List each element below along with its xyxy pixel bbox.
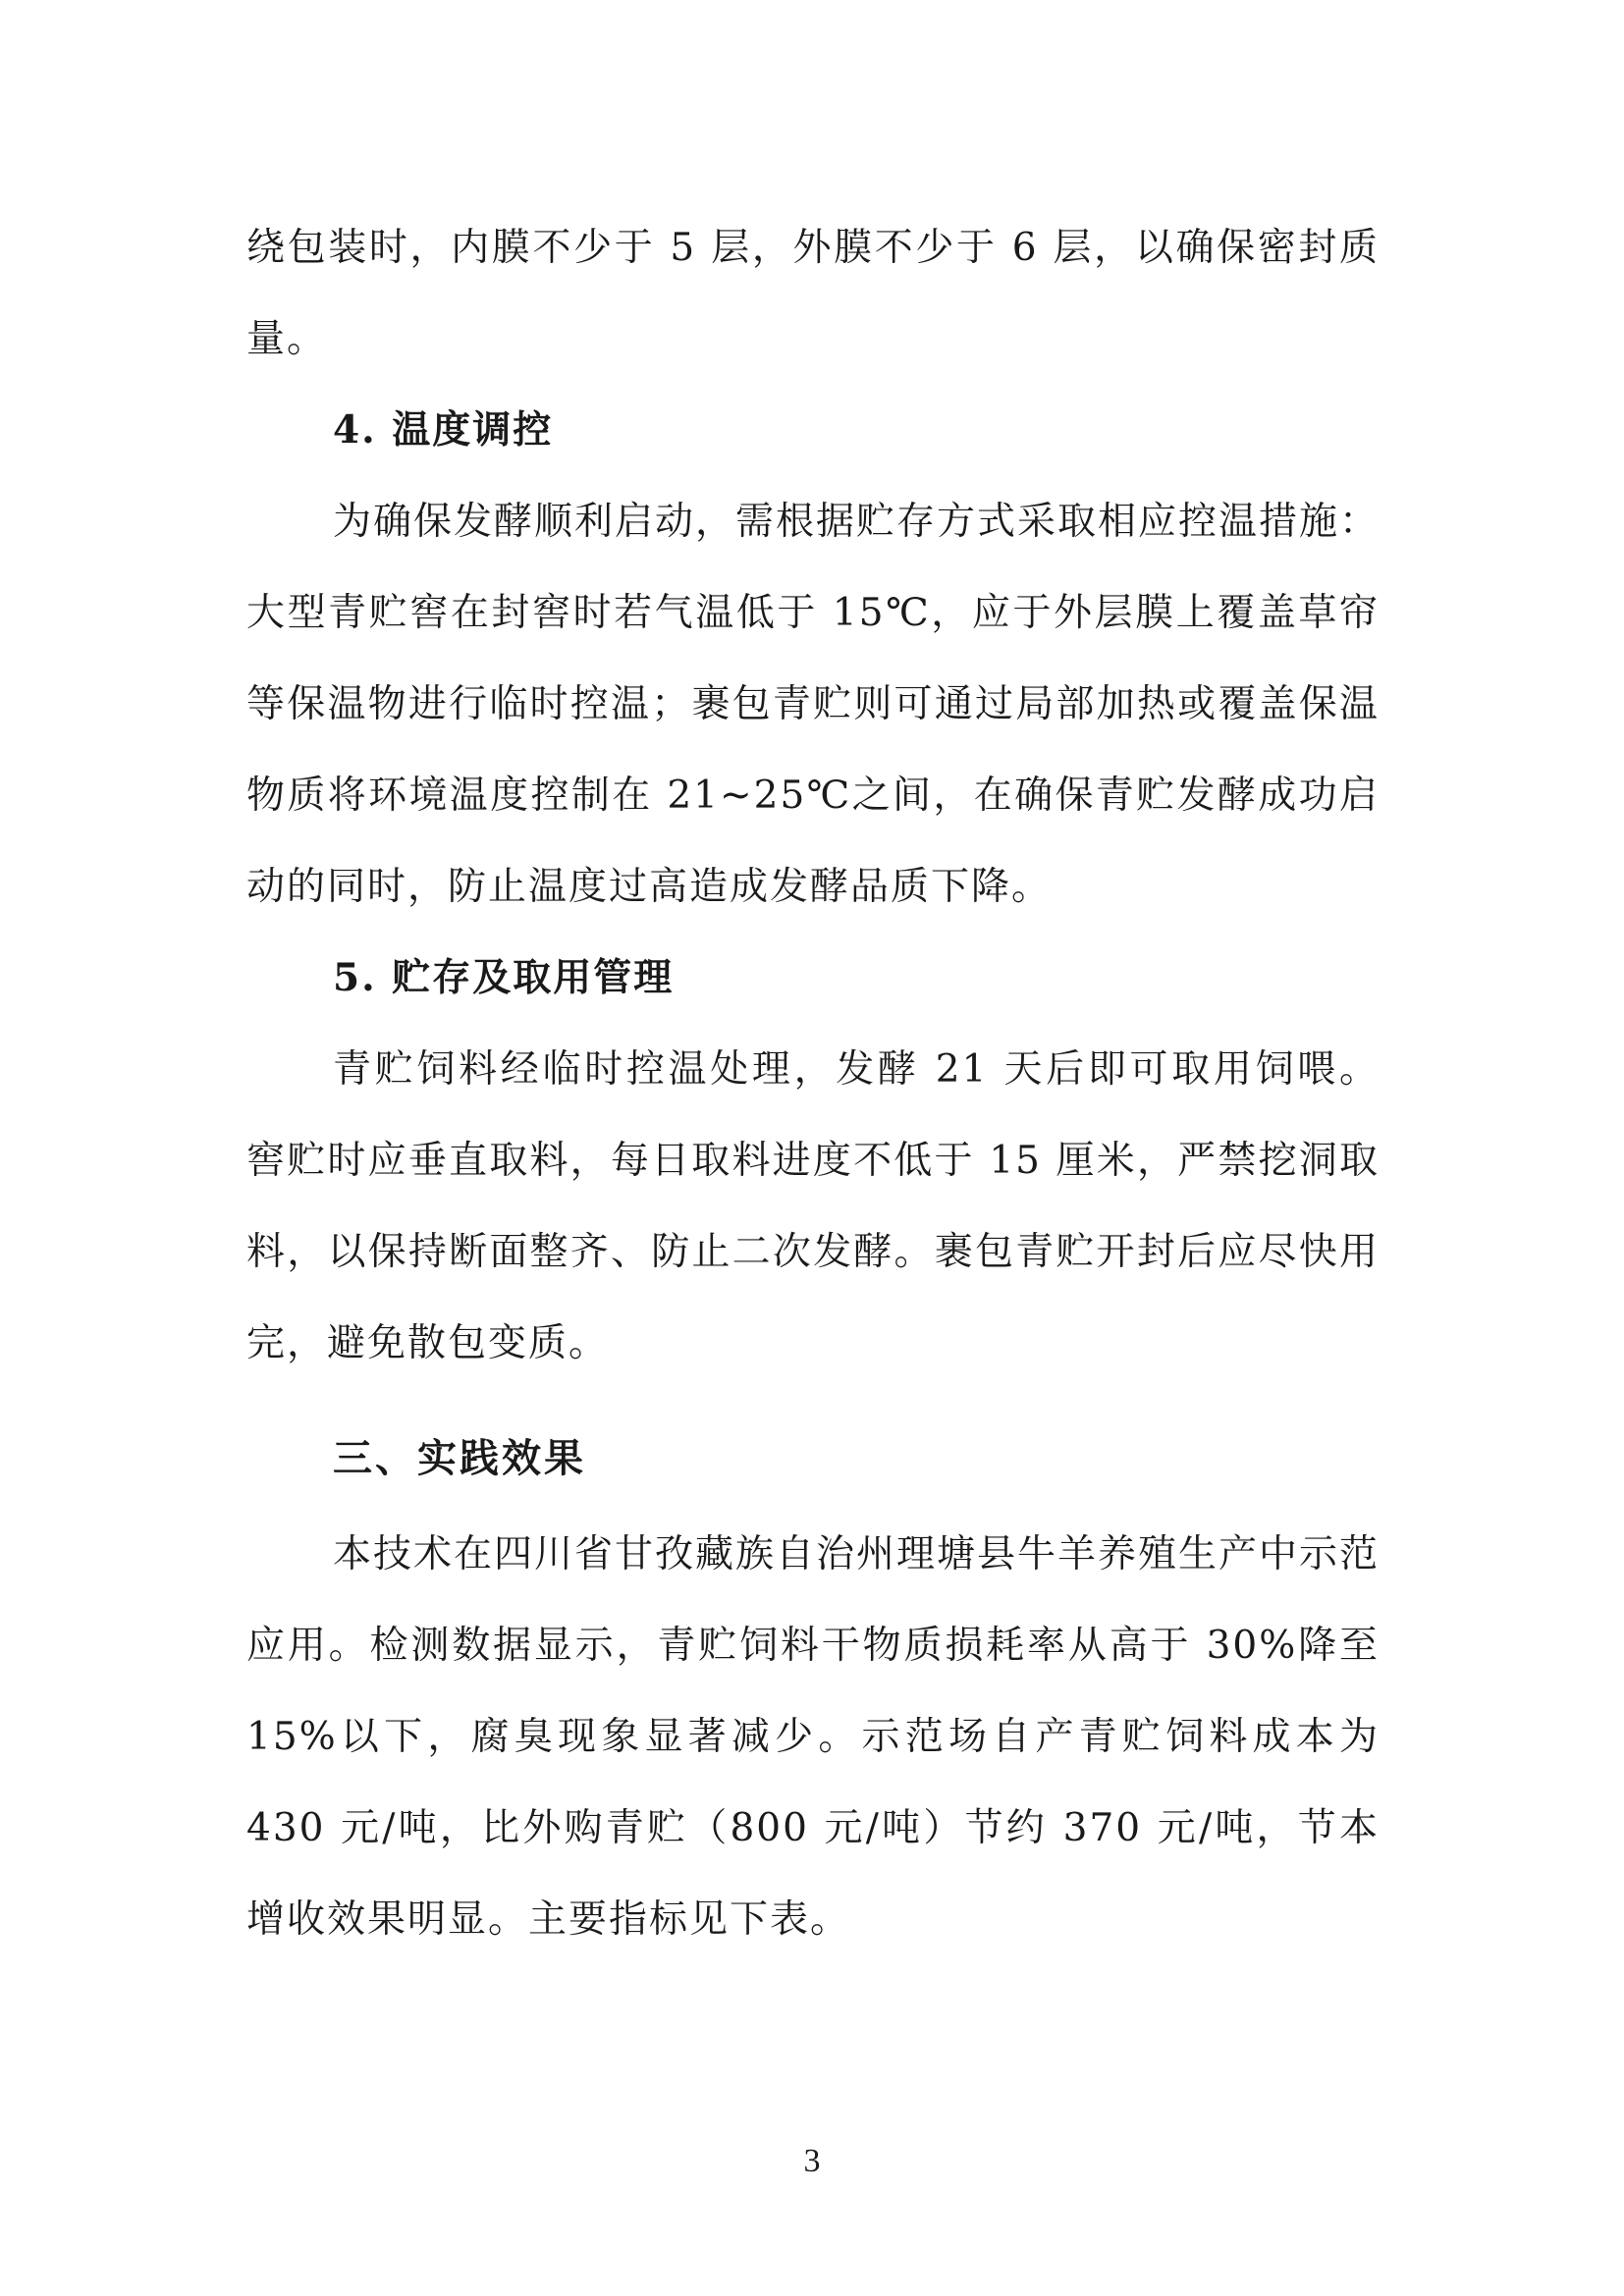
continuation-paragraph: 绕包装时，内膜不少于 5 层，外膜不少于 6 层，以确保密封质量。 xyxy=(246,226,1380,361)
page-number: 3 xyxy=(803,2143,821,2179)
section-5-paragraph: 青贮饲料经临时控温处理，发酵 21 天后即可取用饲喂。窖贮时应垂直取料，每日取料进度不低于 15 厘米，严禁挖洞取料，以保持断面整齐、防止二次发酵。裹包青贮开封后应尽快用完，避免散包变质。 xyxy=(246,1047,1380,1365)
section-3-main-paragraph: 本技术在四川省甘孜藏族自治州理塘县牛羊养殖生产中示范应用。检测数据显示，青贮饲料干物质损耗率从高于 30%降至 15%以下，腐臭现象显著减少。示范场自产青贮饲料成本为 430 元/吨，比外购青贮（800 元/吨）节约 370 元/吨，节本增收效果明显。主要指标见下表。 xyxy=(246,1532,1380,1942)
section-5-heading: 5. 贮存及取用管理 xyxy=(333,955,675,1000)
section-4-heading: 4. 温度调控 xyxy=(333,407,554,453)
document-body xyxy=(246,202,1380,1965)
section-3-main-heading: 三、实践效果 xyxy=(333,1436,586,1481)
section-4-paragraph: 为确保发酵顺利启动，需根据贮存方式采取相应控温措施：大型青贮窖在封窖时若气温低于 15℃，应于外层膜上覆盖草帘等保温物进行临时控温；裹包青贮则可通过局部加热或覆盖保温物质将环境温度控制在 21~25℃之间，在确保青贮发酵成功启动的同时，防止温度过高造成发酵品质下降。 xyxy=(246,500,1380,909)
